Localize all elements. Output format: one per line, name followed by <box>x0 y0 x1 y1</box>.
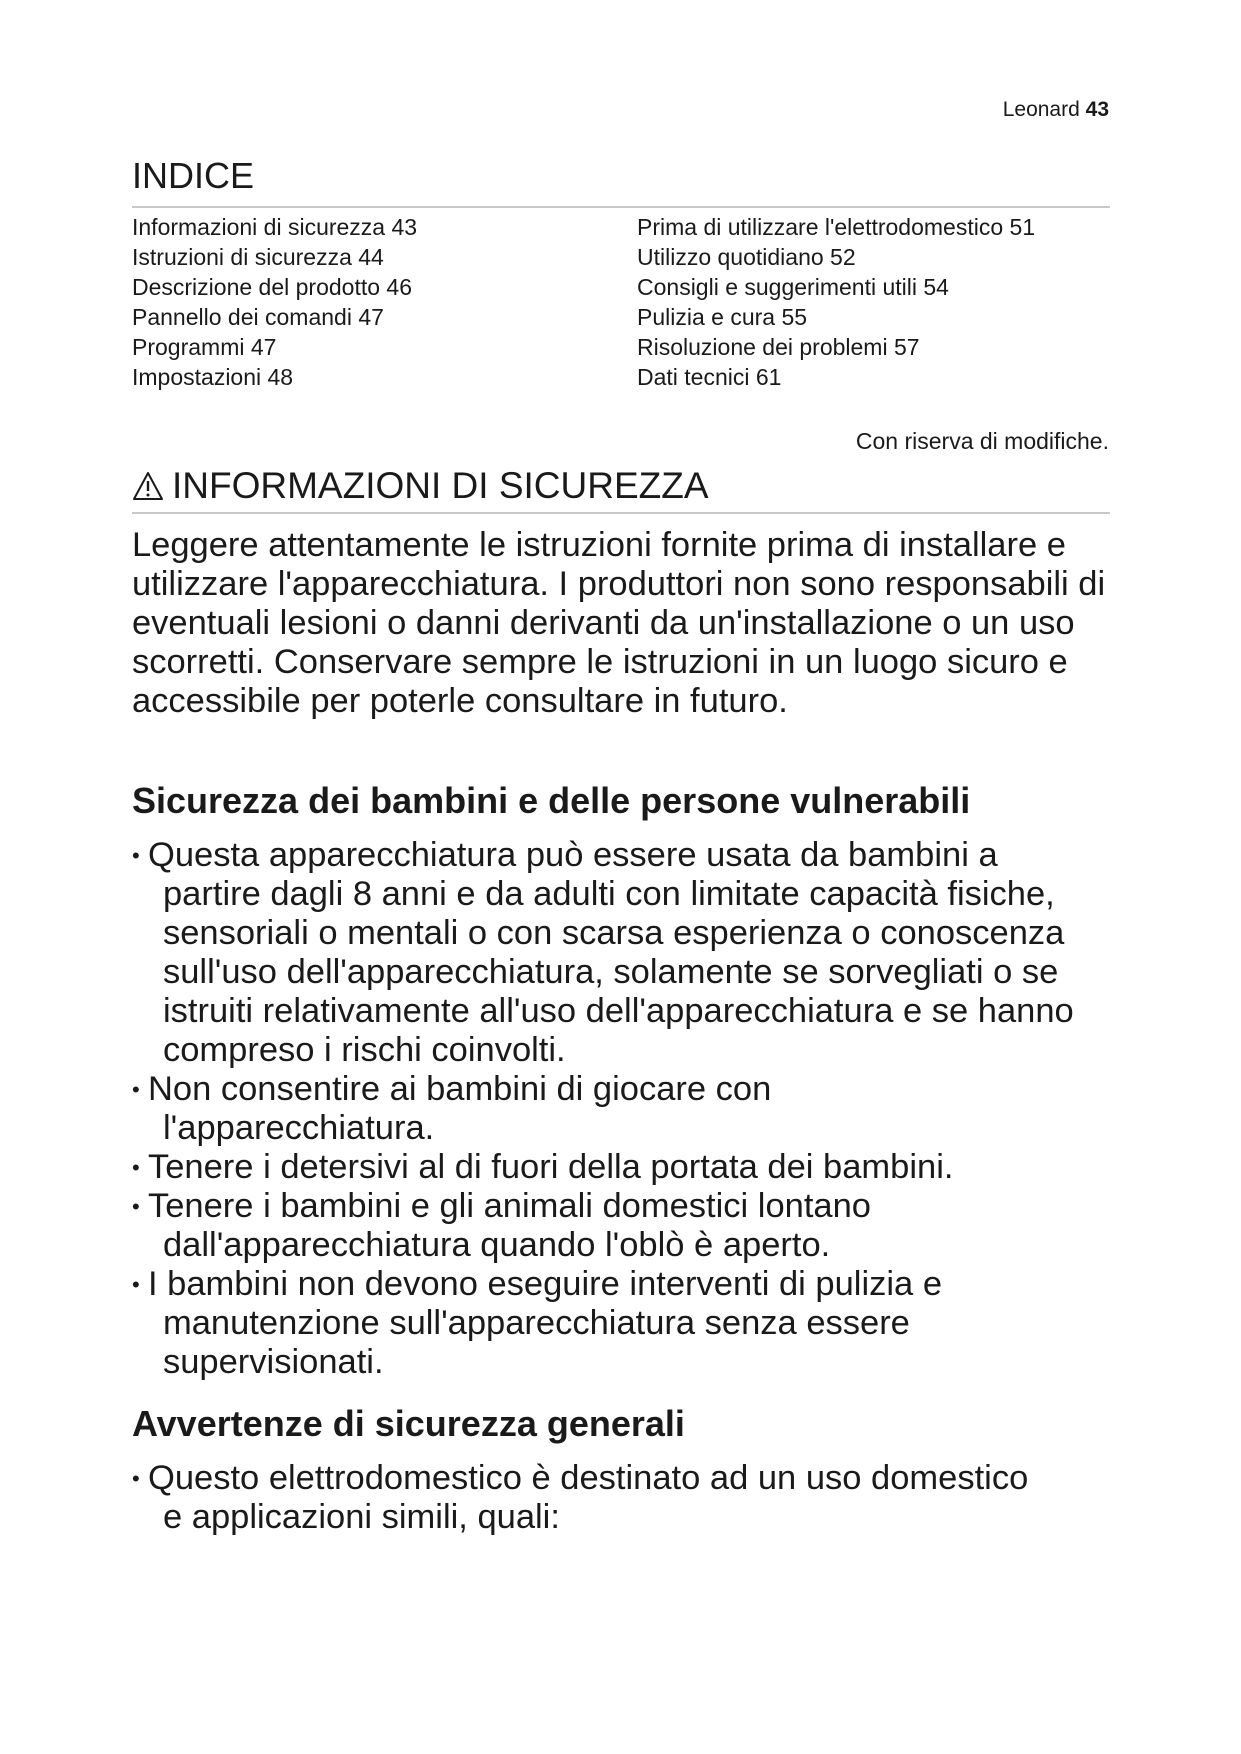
general-safety-heading: Avvertenze di sicurezza generali <box>132 1403 685 1444</box>
bullet-icon: • <box>132 1077 140 1102</box>
bullet-icon: • <box>132 1466 140 1491</box>
toc-entry[interactable]: Descrizione del prodotto 46 <box>132 274 412 300</box>
bullet-icon: • <box>132 1194 140 1219</box>
warning-icon <box>132 471 164 501</box>
indice-title: INDICE <box>132 155 255 196</box>
toc-entry[interactable]: Informazioni di sicurezza 43 <box>132 214 418 240</box>
safety-title-text: INFORMAZIONI DI SICUREZZA <box>172 465 709 506</box>
page-number: 43 <box>1085 98 1109 121</box>
children-safety-list <box>132 836 1122 1382</box>
toc-entry[interactable]: Consigli e suggerimenti utili 54 <box>637 274 949 300</box>
children-safety-heading: Sicurezza dei bambini e delle persone vulnerabili <box>132 780 971 821</box>
toc-entry[interactable]: Istruzioni di sicurezza 44 <box>132 244 384 270</box>
page-header <box>1003 98 1109 122</box>
toc-entry[interactable]: Pannello dei comandi 47 <box>132 304 384 330</box>
toc-entry[interactable]: Utilizzo quotidiano 52 <box>637 244 856 270</box>
bullet-icon: • <box>132 1155 140 1180</box>
list-item: • Questa apparecchiatura può essere usata da bambini a partire dagli 8 anni e da adulti con limitate capacità fisiche, sensoriali o mentali o con scarsa esperienza o conoscenza sull'uso dell'apparecchiatura, solamente se sorvegliati o se istruiti relativamente all'uso dell'apparecchiatura e se hanno compreso i rischi coinvolti. <box>132 836 1074 1069</box>
list-item: • Tenere i detersivi al di fuori della portata dei bambini. <box>132 1148 954 1186</box>
disclaimer: Con riserva di modifiche. <box>855 428 1109 454</box>
toc-right-column <box>637 212 1035 392</box>
list-item: • Tenere i bambini e gli animali domestici lontano dall'apparecchiatura quando l'oblò è aperto. <box>132 1187 871 1264</box>
safety-divider <box>132 512 1110 514</box>
brand-name: Leonard <box>1002 98 1080 121</box>
list-item: • Questo elettrodomestico è destinato ad un uso domestico e applicazioni simili, quali: <box>132 1459 1029 1536</box>
safety-intro: Leggere attentamente le istruzioni fornite prima di installare e utilizzare l'apparecchiatura. I produttori non sono responsabili di eventuali lesioni o danni derivanti da un'installazione o un uso scorretti. Conservare sempre le istruzioni in un luogo sicuro e accessibile per poterle consultare in futuro. <box>132 526 1106 720</box>
safety-section-title <box>132 466 709 507</box>
toc-entry[interactable]: Programmi 47 <box>132 334 277 360</box>
toc-entry[interactable]: Pulizia e cura 55 <box>637 304 808 330</box>
bullet-icon: • <box>132 1272 140 1297</box>
toc-entry[interactable]: Dati tecnici 61 <box>637 364 782 390</box>
toc-entry[interactable]: Prima di utilizzare l'elettrodomestico 51 <box>637 214 1036 240</box>
indice-divider <box>132 206 1110 208</box>
list-item: • I bambini non devono eseguire interventi di pulizia e manutenzione sull'apparecchiatura senza essere supervisionati. <box>132 1265 943 1381</box>
toc-entry[interactable]: Risoluzione dei problemi 57 <box>637 334 920 360</box>
list-item: • Non consentire ai bambini di giocare con l'apparecchiatura. <box>132 1070 772 1147</box>
bullet-icon: • <box>132 843 140 868</box>
toc-left-column <box>132 212 417 392</box>
toc-entry[interactable]: Impostazioni 48 <box>132 364 294 390</box>
general-safety-list <box>132 1459 1122 1537</box>
